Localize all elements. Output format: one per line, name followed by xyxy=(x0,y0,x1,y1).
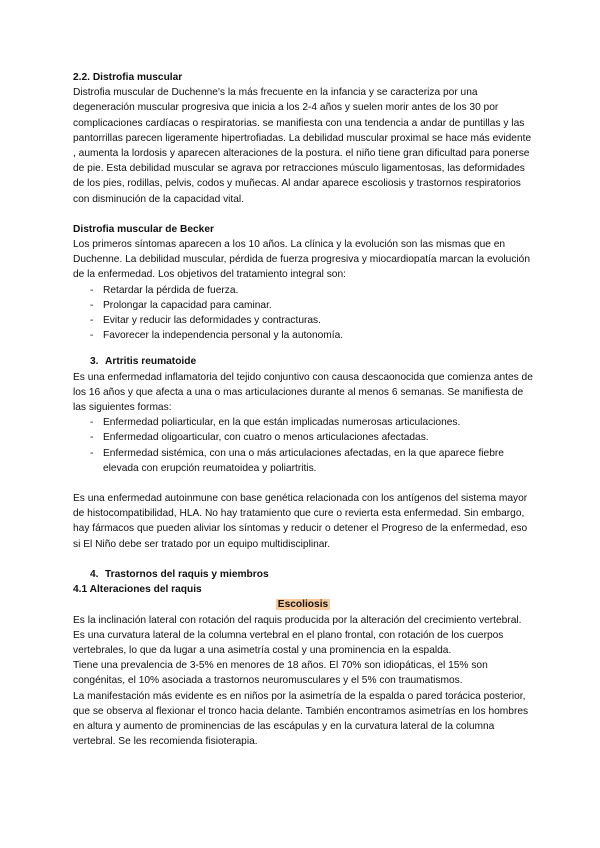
paragraph-artritis: Es una enfermedad inflamatoria del tejido conjuntivo con causa descaonocida que comienza antes de los 16 años y que afecta a una o mas articulaciones durante al menos 6 semanas. Se manifiesta de las siguientes formas: xyxy=(73,371,533,414)
paragraph-escoliosis-prevalence: Tiene una prevalencia de 3-5% en menores de 18 años. El 70% son idiopáticas, el 15% son congénitas, el 10% asociada a trastornos neuromusculares y el 5% con traumatismos. xyxy=(73,660,488,687)
section-heading-artritis xyxy=(73,354,533,369)
escoliosis-title-row xyxy=(73,597,533,612)
paragraph-escoliosis-def: Es la inclinación lateral con rotación del raquis producida por la alteración del crecimiento vertebral. Es una curvatura lateral de la columna vertebral en el plano frontal, con rotación de los cuerpos vertebrales, lo que da lugar a una asimetría costal y una prominencia en la espalda. xyxy=(73,614,522,656)
escoliosis-title: Escoliosis xyxy=(277,599,329,611)
section-number: 4. xyxy=(90,568,99,580)
becker-objectives-list xyxy=(73,283,533,344)
artritis-forms-list xyxy=(73,415,533,476)
list-item: - Retardar la pérdida de fuerza. xyxy=(73,283,533,298)
paragraph-duchenne: Distrofia muscular de Duchenne's la más frecuente en la infancia y se caracteriza por una degeneración muscular progresiva que inicia a los 2-4 años y suelen morir antes de los 30 por complicaciones cardíacas o respiratorias. se manifiesta con una tendencia a andar de puntillas y las pantorrillas parecen ligeramente hipertrofiadas. La debilidad muscular proximal se hace más evidente , aumenta la lordosis y aparecen alteraciones de la postura. el niño tiene gran dificultad para ponerse de pie. Esta debilidad muscular se agrava por retracciones músculo ligamentosas, las deformidades de los pies, rodillas, pelvis, codos y muñecas. Al andar aparece escoliosis y trastornos respiratorios con disminución de la capacidad vital. xyxy=(73,87,532,205)
section-number: 3. xyxy=(90,356,99,368)
paragraph-becker: Los primeros síntomas aparecen a los 10 años. La clínica y la evolución son las mismas que en Duchenne. La debilidad muscular, pérdida de fuerza progresiva y miocardiopatía marcan la evolución de la enfermedad. Los objetivos del tratamiento integral son: xyxy=(73,239,531,281)
list-item: - Favorecer la independencia personal y la autonomía. xyxy=(73,328,533,343)
section-title: Artritis reumatoide xyxy=(105,356,197,368)
paragraph-autoinmune: Es una enfermedad autoinmune con base genética relacionada con los antígenos del sistema mayor de histocompatibilidad, HLA. No hay tratamiento que cure o revierta esta enfermedad. Sin embargo, hay fármacos que pueden aliviar los síntomas y reducir o detener el Progreso de la enfermedad, eso si El Niño debe ser tratado por un equipo multidisciplinar. xyxy=(73,493,528,550)
list-item: - Enfermedad sistémica, con una o más articulaciones afectadas, en la que aparece fiebre elevada con erupción reumatoidea y poliartritis. xyxy=(73,446,533,476)
section-heading-distrofia: 2.2. Distrofia muscular xyxy=(73,72,183,83)
paragraph-escoliosis-manifestation: La manifestación más evidente es en niños por la asimetría de la espalda o pared torácica posterior, que se observa al flexionar el tronco hacia delante. También encontramos asimetrías en los hombres en altura y aumento de prominencias de las escápulas y en la curvatura lateral de la columna vertebral. Se les recomienda fisioterapia. xyxy=(73,690,529,748)
section-heading-raquis xyxy=(73,567,533,582)
section-heading-becker: Distrofia muscular de Becker xyxy=(73,223,214,235)
section-title: Trastornos del raquis y miembros xyxy=(105,568,269,580)
list-item: - Prolongar la capacidad para caminar. xyxy=(73,298,533,313)
document-page xyxy=(73,70,533,749)
list-item: - Enfermedad oligoarticular, con cuatro o menos articulaciones afectadas. xyxy=(73,430,533,445)
list-item: - Evitar y reducir las deformidades y contracturas. xyxy=(73,313,533,328)
subsection-heading-raquis: 4.1 Alteraciones del raquis xyxy=(73,584,202,596)
list-item: - Enfermedad poliarticular, en la que están implicadas numerosas articulaciones. xyxy=(73,415,533,430)
